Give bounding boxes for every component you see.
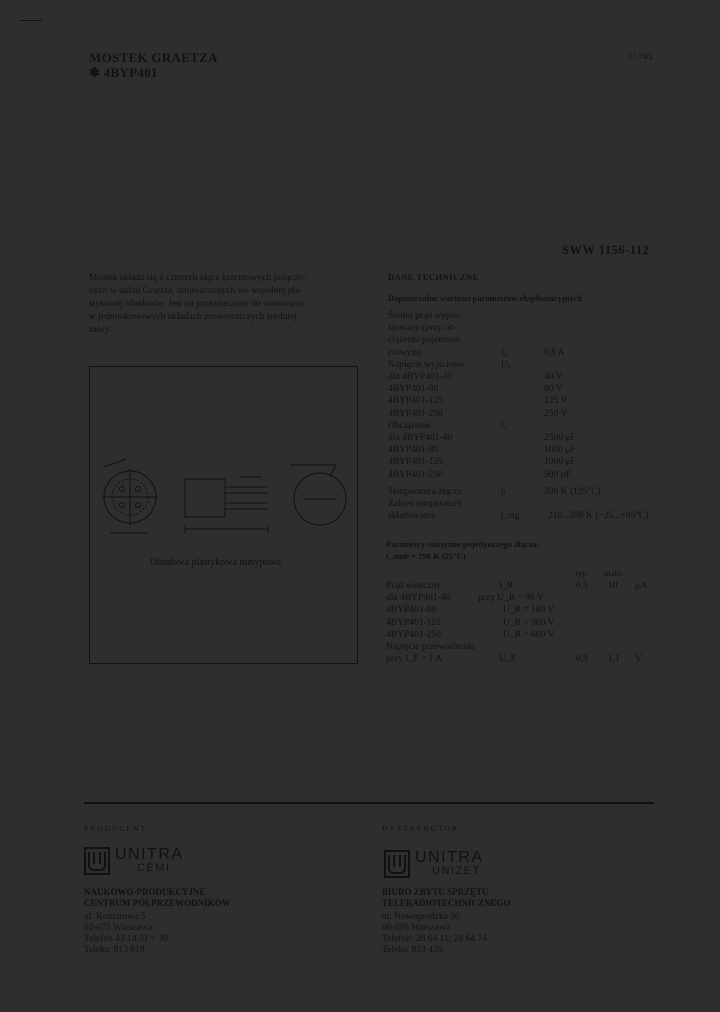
figure-box: [89, 366, 358, 664]
description-line: stykowej obudowie. Jest on przeznaczony do stosowania: [89, 299, 306, 309]
row-typ: 0,5: [576, 581, 588, 591]
row-label: ciążeniu pojemnoś-: [388, 335, 463, 346]
row-label: 4BYP401-125: [388, 396, 443, 407]
row-value: 250 V: [544, 408, 568, 419]
distributor-name2: TELERADIOTECHNICZNEGO: [382, 898, 511, 908]
doc-subtitle: ✱ 4BYP401: [89, 65, 158, 80]
row-label: Prąd wsteczny: [386, 581, 442, 591]
row-label: 4BYP401-125: [388, 457, 443, 468]
row-condition: U_R = 300 V: [503, 617, 555, 628]
row-label: przy I_F = 1 A: [386, 654, 443, 665]
distributor-logo: [384, 848, 504, 878]
doc-title: MOSTEK GRAETZA: [89, 50, 218, 65]
row-value: 210...358 K (−25...+85°C): [548, 511, 649, 522]
row-value: 2500 μF: [544, 433, 576, 443]
producer-address1: ul. Komarowa 5: [84, 912, 146, 922]
row-label: stowany (przy ob-: [388, 323, 458, 334]
row-symbol: I_R: [499, 581, 514, 591]
row-label: składowania: [388, 511, 436, 522]
row-label: 4BYP401-80: [388, 384, 439, 395]
standard-number: SWW 1156-112: [562, 243, 650, 257]
static-heading: Parametry statyczne pojedynczego złącza;: [386, 539, 540, 549]
row-value: 398 K (125°C): [544, 487, 601, 497]
row-value: 1000 μF: [544, 445, 576, 456]
distributor-label: DYSTRYBUTOR: [382, 824, 459, 833]
row-label: 4BYP401-80: [388, 445, 439, 456]
row-max: 1,1: [608, 654, 620, 665]
col-typ-header: typ.: [576, 568, 589, 578]
row-symbol: U₀: [501, 359, 512, 370]
row-typ: 0,9: [576, 654, 588, 665]
row-max: 10: [608, 581, 618, 591]
description-line: w jednookresowych układach prostowniczych średniej: [89, 312, 297, 322]
tech-subheading: Dopuszczalne wartości parametrów eksploatacyjnych: [388, 293, 583, 303]
producer-address2: 02-675 Warszawa: [84, 923, 152, 933]
description-line: nych w układ Graetza, umieszczonych we wspólnej pla-: [89, 286, 303, 296]
row-symbol: t_stg: [501, 511, 520, 522]
distributor-phone: Telefon: 28 64 11; 28 64 74: [382, 934, 488, 944]
footer-divider: [84, 802, 654, 804]
distributor-logo-sub: UNIZET: [432, 865, 481, 877]
row-label: dla 4BYP401-40: [388, 372, 453, 382]
unitra-logo-icon: [84, 847, 110, 875]
row-label: 4BYP401-250: [386, 629, 441, 640]
row-label: ciowym): [388, 347, 422, 358]
tech-heading: DANE TECHNICZNE: [388, 272, 479, 282]
row-label: Napięcie wyjściowe: [388, 359, 465, 370]
producer-logo-sub: CEMI: [137, 862, 171, 874]
row-label: 4BYP401-80: [386, 605, 437, 616]
distributor-address2: 00-695 Warszawa: [382, 923, 450, 933]
row-value: 500 μF: [544, 469, 572, 480]
row-label: Średni prąd wypro-: [388, 311, 462, 321]
producer-logo: [84, 845, 194, 875]
row-condition: U_R = 600 V: [503, 629, 555, 640]
page-code: 31-74/2: [628, 52, 653, 61]
row-symbol: U_F: [499, 654, 516, 665]
row-value: 0,8 A: [544, 347, 565, 358]
distributor-name1: BIURO ZBYTU SPRZĘTU: [382, 887, 489, 897]
row-value: 1000 μF: [544, 457, 576, 468]
row-label: 4BYP401-125: [386, 617, 441, 628]
row-label: dla 4BYP401-40: [386, 593, 451, 604]
static-heading-temp: t_amb = 298 K (25°C): [386, 551, 466, 561]
row-value: 125 V: [544, 396, 568, 407]
row-label: 4BYP401-250: [388, 408, 443, 419]
package-drawing: [90, 437, 357, 617]
producer-name2: CENTRUM PÓŁPRZEWODNIKÓW: [84, 898, 231, 908]
row-symbol: I₀: [501, 347, 508, 358]
producer-phone: Telefon 43 14 31 ÷ 39: [84, 934, 168, 944]
producer-name1: NAUKOWO-PRODUKCYJNE: [84, 887, 206, 897]
row-label: 4BYP401-250: [388, 469, 443, 480]
row-label: Temperatura złącza: [388, 487, 462, 497]
package-side-view: [185, 479, 225, 517]
row-unit: μA: [635, 581, 647, 591]
row-label: Zakres temperatury: [388, 499, 463, 510]
row-condition: U_R = 180 V: [503, 605, 555, 616]
distributor-telex: Teleks: 813 435: [382, 945, 443, 955]
row-symbol: C: [501, 420, 508, 431]
corner-mark: [20, 20, 42, 21]
row-label: Napięcie przewodzenia: [386, 642, 475, 652]
row-value: 80 V: [544, 384, 563, 395]
row-value: 40 V: [544, 372, 563, 382]
producer-logo-main: UNITRA: [115, 846, 184, 863]
description-line: mocy.: [89, 325, 112, 335]
col-max-header: maks.: [604, 568, 625, 578]
row-condition: przy U_R = 90 V: [478, 593, 544, 604]
row-label: Obciążenie: [388, 420, 431, 431]
figure-caption: Obudowa plastykowa nietypowa: [150, 557, 282, 568]
distributor-logo-main: UNITRA: [415, 849, 484, 866]
tech-table: [388, 310, 688, 530]
description-line: Mostek składa się z czterech złącz krzemowych połączo-: [89, 273, 307, 283]
producer-telex: Teleks: 813 819: [84, 945, 145, 955]
row-label: dla 4BYP401-40: [388, 433, 453, 443]
row-symbol: tⱼ: [501, 487, 506, 497]
distributor-address1: ul. Nowogrodzka 50: [382, 912, 460, 922]
producer-label: PRODUCENT: [84, 824, 148, 833]
unitra-logo-icon: [384, 850, 410, 878]
static-table: [386, 580, 686, 670]
row-unit: V: [635, 654, 642, 665]
